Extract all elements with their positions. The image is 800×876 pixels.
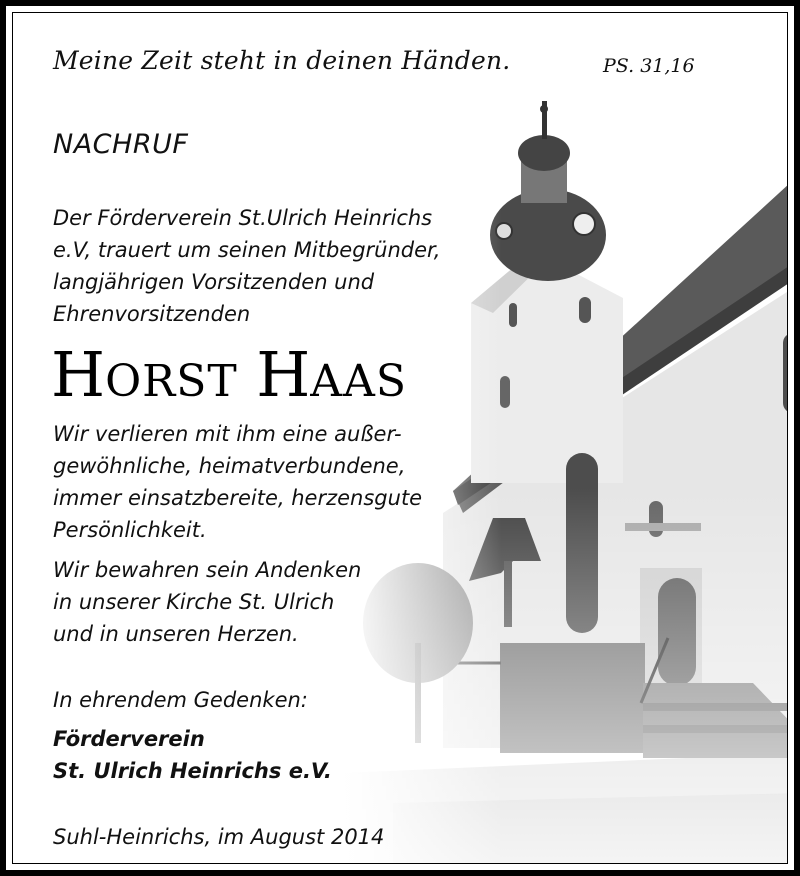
bible-verse: Meine Zeit steht in deinen Händen. (53, 46, 511, 75)
remembrance-line: und in unseren Herzen. (53, 622, 299, 646)
tribute-line: immer einsatzbereite, herzensgute (53, 486, 423, 510)
signatory (53, 723, 332, 787)
signatory-line: Förderverein (53, 727, 205, 751)
verse-reference: PS. 31,16 (603, 55, 695, 77)
tribute-line: Wir verlieren mit ihm eine außer- (53, 422, 402, 446)
closing-line: In ehrendem Gedenken: (53, 688, 308, 712)
intro-paragraph (53, 202, 440, 330)
intro-line: e.V, trauert um seinen Mitbegründer, (53, 238, 441, 262)
intro-line: Ehrenvorsitzenden (53, 302, 251, 326)
inner-frame (12, 12, 788, 864)
tribute-line: Persönlichkeit. (53, 518, 207, 542)
obituary-heading: NACHRUF (53, 129, 189, 160)
remembrance-line: in unserer Kirche St. Ulrich (53, 590, 335, 614)
intro-line: langjährigen Vorsitzenden und (53, 270, 375, 294)
intro-line: Der Förderverein St.Ulrich Heinrichs (53, 206, 433, 230)
tribute-paragraph (53, 418, 422, 546)
tribute-line: gewöhnliche, heimatverbundene, (53, 454, 406, 478)
deceased-name: HORST HAAS (51, 338, 407, 411)
place-and-date: Suhl-Heinrichs, im August 2014 (53, 825, 385, 849)
remembrance-paragraph (53, 554, 361, 650)
signatory-line: St. Ulrich Heinrichs e.V. (53, 759, 332, 783)
remembrance-line: Wir bewahren sein Andenken (53, 558, 362, 582)
